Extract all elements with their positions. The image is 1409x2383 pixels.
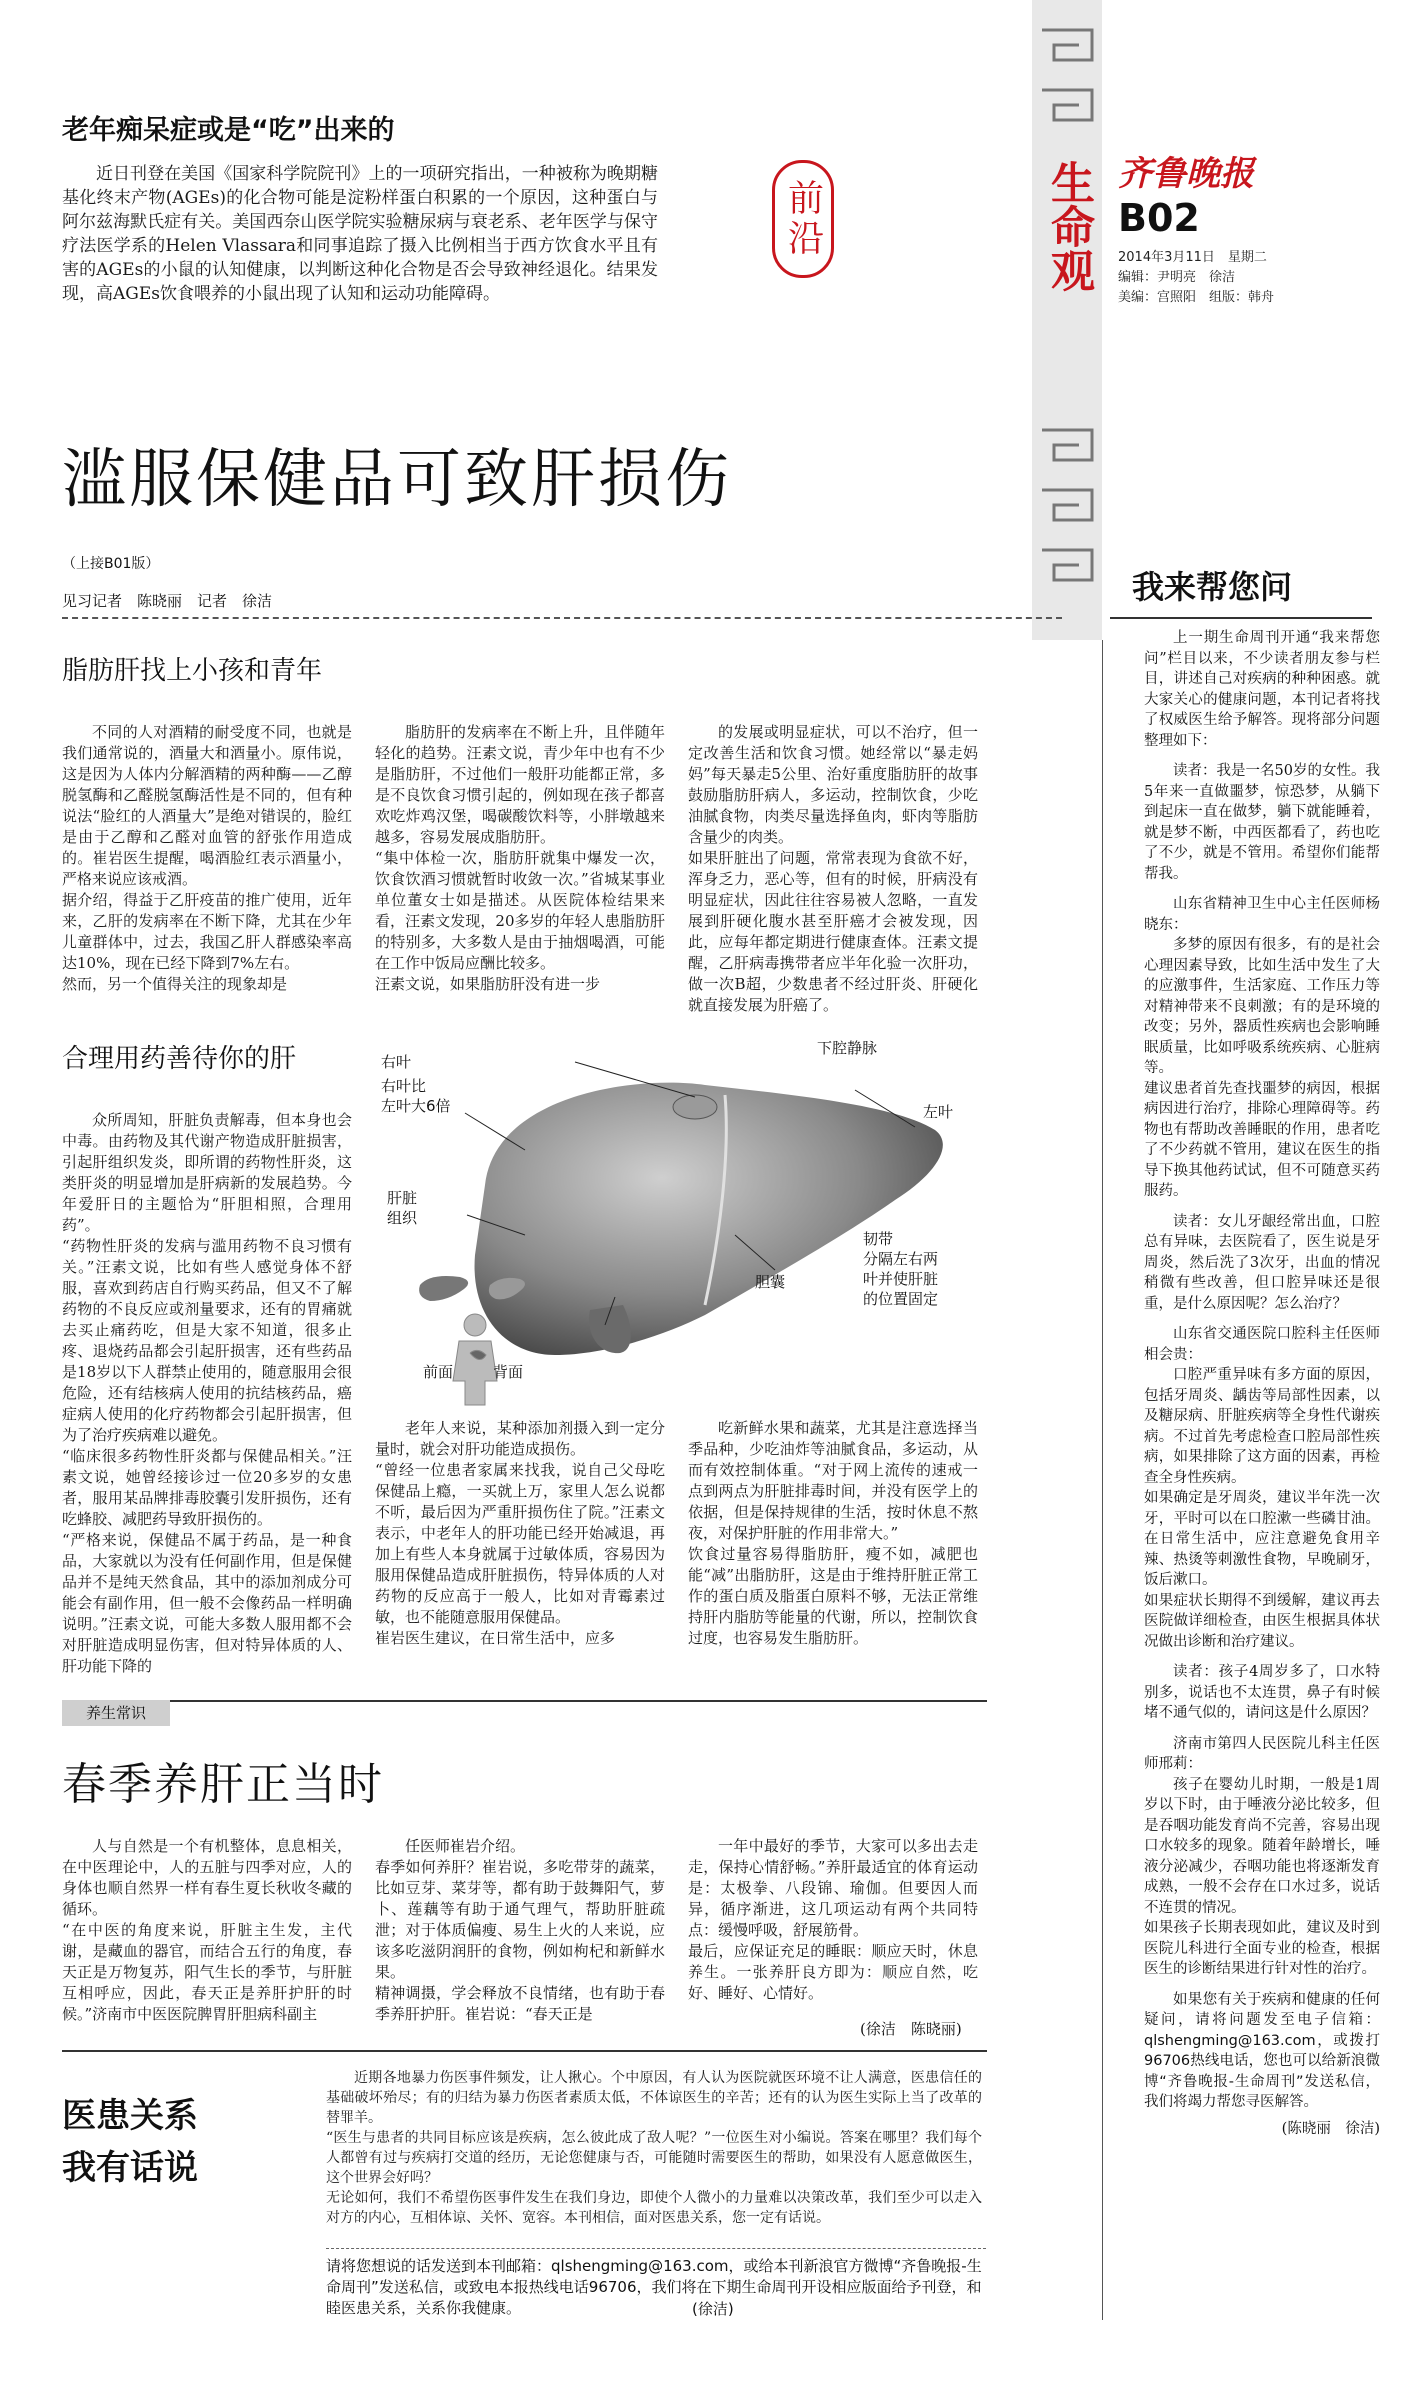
section2-title: 合理用药善待你的肝	[62, 1044, 297, 1074]
label-right-lobe: 右叶	[381, 1053, 412, 1071]
mini-liver-front-icon	[419, 1276, 468, 1301]
page-number: B02	[1118, 196, 1200, 240]
s1-column-1-text: 不同的人对酒精的耐受度不同，也就是我们通常说的，酒量大和酒量小。原伟说，这是因为人体内分解酒精的两种酶——乙醇脱氢酶和乙醛脱氢酶活性是不同的，但有种说法“脸红的人酒量大”是绝对错误的，脸红是由于乙醇和乙醛对血管的舒张作用造成的。崔岩医生提醒，喝酒脸红表示酒量小，严格来说应该戒酒。 据介绍，得益于乙肝疫苗的推广使用，近年来，乙肝的发病率在不断下降，尤其在少年儿童群体中，过去，我国乙肝人群感染率高达10%，现在已经下降到7%左右。 然而，另一个值得关注的现象却是	[62, 723, 352, 993]
help-a1: 多梦的原因有很多，有的是社会心理因素导致，比如生活中发生了大的应激事件，生活家庭、工作压力等对精神带来不良刺激；有的是环境的改变；另外，器质性疾病也会影响睡眠质量，比如呼吸系统疾病、心脏病等。 建议患者首先查找噩梦的病因，根据病因进行治疗，排除心理障碍等。药物也有帮助改善睡眠的作用，患者吃了不少药就不管用，建议在医生的指导下换其他药试试，但不可随意买药服药。	[1144, 937, 1380, 1199]
relations-credit: (徐洁)	[692, 2300, 734, 2318]
paper-logo: 齐鲁晚报	[1118, 154, 1254, 194]
label-liver-tissue-2: 组织	[387, 1209, 418, 1227]
help-a1-head: 山东省精神卫生中心主任医师杨晓东：	[1144, 896, 1380, 933]
s2-column-3	[688, 1418, 978, 1680]
label-ligament-1: 韧带	[863, 1230, 894, 1248]
label-ligament-2: 分隔左右两	[863, 1250, 939, 1268]
relations-title-1: 医患关系	[62, 2096, 198, 2136]
help-title: 我来帮您问	[1132, 568, 1293, 606]
label-ratio-1: 右叶比	[381, 1077, 427, 1095]
spring-top-rule	[62, 1700, 987, 1702]
section-badge-label: 前沿	[782, 179, 824, 259]
relations-call: 请将您想说的话发送到本刊邮箱：qlshengming@163.com，或给本刊新浪官方微博“齐鲁晚报-生命周刊”发送私信，或致电本报热线电话96706，我们将在下期生命周刊开设相应版面给予刊登，和睦医患关系，关系你我健康。	[326, 2257, 982, 2317]
spring-column-1-text: 人与自然是一个有机整体，息息相关，在中医理论中，人的五脏与四季对应，人的身体也顺自然界一样有春生夏长秋收冬藏的循环。 “在中医的角度来说，肝脏主生发，主代谢，是藏血的器官，而结合五行的角度，春天正是万物复苏，阳气生长的季节，与肝脏互相呼应，因此，春天正是养肝护肝的时候。”济南市中医医院脾胃肝胆病科副主	[62, 1837, 352, 2023]
section1-title: 脂肪肝找上小孩和青年	[62, 656, 323, 686]
relations-text	[326, 2068, 982, 2248]
relations-text-body: 近期各地暴力伤医事件频发，让人揪心。个中原因，有人认为医院就医环境不让人满意，医患信任的基础破坏殆尽；有的归结为暴力伤医者素质太低，不体谅医生的辛苦；还有的认为医生实际上当了改革的替罪羊。 “医生与患者的共同目标应该是疾病，怎么彼此成了敌人呢？”一位医生对小编说。答案在哪里？我们每个人都曾有过与疾病打交道的经历，无论您健康与否，可能随时需要医生的帮助，如果没有人愿意做医生，这个世界会好吗？ 无论如何，我们不希望伤医事件发生在我们身边，即使个人微小的力量难以决策改革，我们至少可以走入对方的内心，互相体谅、关怀、宽容。本刊相信，面对医患关系，您一定有话说。	[326, 2070, 982, 2226]
help-a2: 口腔严重异味有多方面的原因，包括牙周炎、龋齿等局部性因素，以及糖尿病、肝脏疾病等全身性代谢疾病。不过首先考虑检查口腔局部性疾病，如果排除了这方面的因素，再检查全身性疾病。 如果确定是牙周炎，建议半年洗一次牙，平时可以在口腔漱一些磷甘油。在日常生活中，应注意避免食用辛辣、热烫等刺激性食物，早晚刷牙，饭后漱口。 如果症状长期得不到缓解，建议再去医院做详细检查，由医生根据具体状况做出诊断和治疗建议。	[1144, 1367, 1380, 1650]
s1-column-3	[688, 722, 978, 1014]
spring-column-3-text: 一年中最好的季节，大家可以多出去走走，保持心情舒畅。”养肝最适宜的体育运动是：太极拳、八段锦、瑜伽。但要因人而异，循序渐进，这几项运动有两个共同特点：缓慢呼吸，舒展筋骨。 最后，应保证充足的睡眠：顺应天时，休息养生。一张养肝良方即为：顺应自然，吃好、睡好、心情好。	[688, 1837, 978, 2002]
s2-column-3-text: 吃新鲜水果和蔬菜，尤其是注意选择当季品种，少吃油炸等油腻食品，多运动，从而有效控制体重。“对于网上流传的速戒一点到两点为肝脏排毒时间，并没有医学上的依据，但是保持规律的生活，按时休息不熬夜，对保护肝脏的作用非常大。” 饮食过量容易得脂肪肝，瘦不如，减肥也能“减”出脂肪肝，这是由于维持肝脏正常工作的蛋白质及脂蛋白原料不够，无法正常维持肝内脂肪等能量的代谢，所以，控制饮食过度，也容易发生脂肪肝。	[688, 1419, 978, 1647]
brief-text: 近日刊登在美国《国家科学院院刊》上的一项研究指出，一种被称为晚期糖基化终末产物(AGEs)的化合物可能是淀粉样蛋白积累的一个原因，这种蛋白与阿尔兹海默氏症有关。美国西奈山医学院实验糖尿病与衰老系、老年医学与保守疗法医学系的Helen Vlassara和同事追踪了摄入比例相当于西方饮食水平且有害的AGEs的小鼠的认知健康，以判断这种化合物是否会导致神经退化。结果发现，高AGEs饮食喂养的小鼠出现了认知和运动功能障碍。	[62, 164, 658, 304]
help-a3: 孩子在婴幼儿时期，一般是1周岁以下时，由于唾液分泌比较多，但是吞咽功能发育尚不完善，容易出现口水较多的现象。随着年龄增长，唾液分泌减少，吞咽功能也将逐渐发育成熟，一般不会存在口水过多，说话不连贯的情况。 如果孩子长期表现如此，建议及时到医院儿科进行全面专业的检查，根据医生的诊断结果进行针对性的治疗。	[1144, 1776, 1380, 1977]
s2-column-1	[62, 1110, 352, 1680]
spring-column-2-text: 任医师崔岩介绍。 春季如何养肝？崔岩说，多吃带芽的蔬菜，比如豆芽、菜芽等，都有助于鼓舞阳气，萝卜、莲藕等有助于通气理气，帮助肝脏疏泄；对于体质偏瘦、易生上火的人来说，应该多吃滋阴润肝的食物，例如枸杞和新鲜水果。 精神调摄，学会释放不良情绪，也有助于春季养肝护肝。崔岩说：“春天正是	[375, 1837, 665, 2023]
s1-column-2-text: 脂肪肝的发病率在不断上升，且伴随年轻化的趋势。汪素文说，青少年中也有不少是脂肪肝，不过他们一般肝功能都正常，多是不良饮食习惯引起的，例如现在孩子都喜欢吃炸鸡汉堡，喝碳酸饮料等，小胖墩越来越多，容易发展成脂肪肝。 “集中体检一次，脂肪肝就集中爆发一次，饮食饮酒习惯就暂时收敛一次。”省城某事业单位董女士如是描述。从医院体检结果来看，汪素文发现，20多岁的年轻人患脂肪肝的特别多，大多数人是由于抽烟喝酒，可能在工作中饭局应酬比较多。 汪素文说，如果脂肪肝没有进一步	[375, 723, 665, 993]
s1-column-3-text: 的发展或明显症状，可以不治疗，但一定改善生活和饮食习惯。她经常以“暴走妈妈”每天暴走5公里、治好重度脂肪肝的故事鼓励脂肪肝病人，多运动，控制饮食，少吃油腻食物，肉类尽量选择鱼肉，虾肉等脂肪含量少的肉类。 如果肝脏出了问题，常常表现为食欲不好，浑身乏力，恶心等，但有的时候，肝病没有明显症状，因此往往容易被人忽略，一直发展到肝硬化腹水甚至肝癌才会被发现，因此，应每年都定期进行健康查体。汪素文提醒，乙肝病毒携带者应半年化验一次肝功，做一次B超，少数患者不经过肝炎、肝硬化就直接发展为肝癌了。	[688, 723, 978, 1014]
label-left-lobe: 左叶	[923, 1103, 954, 1121]
continued-note: （上接B01版）	[62, 556, 160, 572]
relations-top-rule	[62, 2050, 987, 2052]
sidebar-divider	[1102, 640, 1103, 2320]
s2-column-2	[375, 1418, 665, 1680]
spring-column-1	[62, 1836, 352, 2046]
help-title-rule	[1110, 617, 1372, 619]
designers-line: 美编：宫照阳 组版：韩舟	[1118, 290, 1275, 305]
label-ivc: 下腔静脉	[817, 1039, 878, 1057]
help-intro: 上一期生命周刊开通“我来帮您问”栏目以来，不少读者朋友参与栏目，讲述自己对疾病的种种困惑。就大家关心的健康问题，本刊记者将找了权威医生给予解答。现将部分问题整理如下：	[1144, 630, 1380, 749]
label-gallbladder: 胆囊	[755, 1273, 786, 1291]
brief-title: 老年痴呆症或是“吃”出来的	[62, 115, 395, 146]
help-a2-head: 山东省交通医院口腔科主任医师相会贵：	[1144, 1326, 1380, 1363]
s2-column-1-text: 众所周知，肝脏负责解毒，但本身也会中毒。由药物及其代谢产物造成肝脏损害，引起肝组织发炎，即所谓的药物性肝炎，这类肝炎的明显增加是肝病新的发展趋势。今年爱肝日的主题恰为“肝胆相照，合理用药”。 “药物性肝炎的发病与滥用药物不良习惯有关。”汪素文说，比如有些人感觉身体不舒服，喜欢到药店自行购买药品，但又不了解药物的不良反应或剂量要求，还有的胃痛就去买止痛药吃，但是大家不知道，很多止疼、退烧药品都会引起肝损害，还有些药品是18岁以下人群禁止使用的，随意服用会很危险，还有结核病人使用的抗结核药品，癌症病人使用的化疗药物都会引起肝损害，但为了治疗疾病难以避免。 “临床很多药物性肝炎都与保健品相关。”汪素文说，她曾经接诊过一位20多岁的女患者，服用某品牌排毒胶囊引发肝损伤，还有吃蜂胶、减肥药导致肝损伤的。 “严格来说，保健品不属于药品，是一种食品，大家就以为没有任何副作用，但是保健品并不是纯天然食品，其中的添加剂成分可能会有副作用，但一般不会像药品一样明确说明。”汪素文说，可能大多数人服用都不会对肝脏造成明显伤害，但对特异体质的人、肝功能下降的	[62, 1111, 352, 1675]
label-ligament-4: 的位置固定	[863, 1290, 939, 1308]
spring-column-2	[375, 1836, 665, 2046]
label-liver-tissue-1: 肝脏	[387, 1189, 418, 1207]
help-contact: 如果您有关于疾病和健康的任何疑问，请将问题发至电子信箱：qlshengming@163.com，或拨打96706热线电话，您也可以给新浪微博“齐鲁晚报-生命周刊”发送私信，我们将竭力帮您寻医解答。	[1144, 1991, 1380, 2110]
byline: 见习记者 陈晓丽 记者 徐洁	[62, 592, 273, 610]
liver-shape	[475, 1083, 943, 1355]
label-ratio-2: 左叶大6倍	[381, 1097, 451, 1115]
spring-tag: 养生常识	[62, 1700, 170, 1726]
s1-column-2	[375, 722, 665, 1002]
body-silhouette-icon	[453, 1314, 497, 1405]
liver-diagram	[375, 1035, 980, 1405]
relations-bottom-rule	[326, 2248, 986, 2249]
help-q3: 读者：孩子4周岁多了，口水特别多，说话也不太连贯，鼻子有时候堵不通气似的，请问这是什么原因？	[1144, 1664, 1380, 1721]
fret-border-decoration	[1034, 20, 1100, 620]
main-headline: 滥服保健品可致肝损伤	[62, 443, 732, 517]
label-ligament-3: 叶并使肝脏	[863, 1270, 939, 1288]
help-q2: 读者：女儿牙龈经常出血，口腔总有异味，去医院看了，医生说是牙周炎，然后洗了3次牙，出血的情况稍微有些改善，但口腔异味还是很重，是什么原因呢？怎么治疗？	[1144, 1213, 1380, 1312]
help-credit: (陈晓丽 徐洁)	[1281, 2120, 1380, 2137]
s2-column-2-text: 老年人来说，某种添加剂摄入到一定分量时，就会对肝功能造成损伤。 “曾经一位患者家属来找我，说自己父母吃保健品上瘾，一买就上万，家里人怎么说都不听，最后因为严重肝损伤住了院。”汪素文表示，中老年人的肝功能已经开始减退，再加上有些人本身就属于过敏体质，容易因为服用保健品造成肝脏损伤，特异体质的人对药物的反应高于一般人，比如对青霉素过敏，也不能随意服用保健品。 崔岩医生建议，在日常生活中，应多	[375, 1419, 665, 1647]
label-front: 前面	[423, 1363, 454, 1381]
help-content	[1144, 628, 1380, 2288]
editors-line: 编辑：尹明亮 徐洁	[1118, 270, 1236, 285]
spring-column-3	[688, 1836, 978, 2016]
label-back: 背面	[493, 1363, 524, 1381]
relations-title-2: 我有话说	[62, 2148, 198, 2188]
help-q1: 读者：我是一名50岁的女性。我5年来一直做噩梦，惊恐梦，从躺下到起床一直在做梦，躺下就能睡着，就是梦不断，中西医都看了，药也吃了不少，就是不管用。希望你们能帮帮我。	[1144, 763, 1380, 882]
byline-rule	[62, 617, 1062, 619]
spring-headline: 春季养肝正当时	[62, 1759, 384, 1810]
date-line: 2014年3月11日 星期二	[1118, 250, 1267, 265]
section-badge	[772, 160, 834, 278]
section-vertical-title: 生命观	[1043, 160, 1094, 292]
s1-column-1	[62, 722, 352, 1002]
help-a3-head: 济南市第四人民医院儿科主任医师邢莉：	[1144, 1735, 1380, 1772]
liver-illustration	[375, 1035, 980, 1405]
spring-credit: (徐洁 陈晓丽)	[860, 2020, 962, 2038]
